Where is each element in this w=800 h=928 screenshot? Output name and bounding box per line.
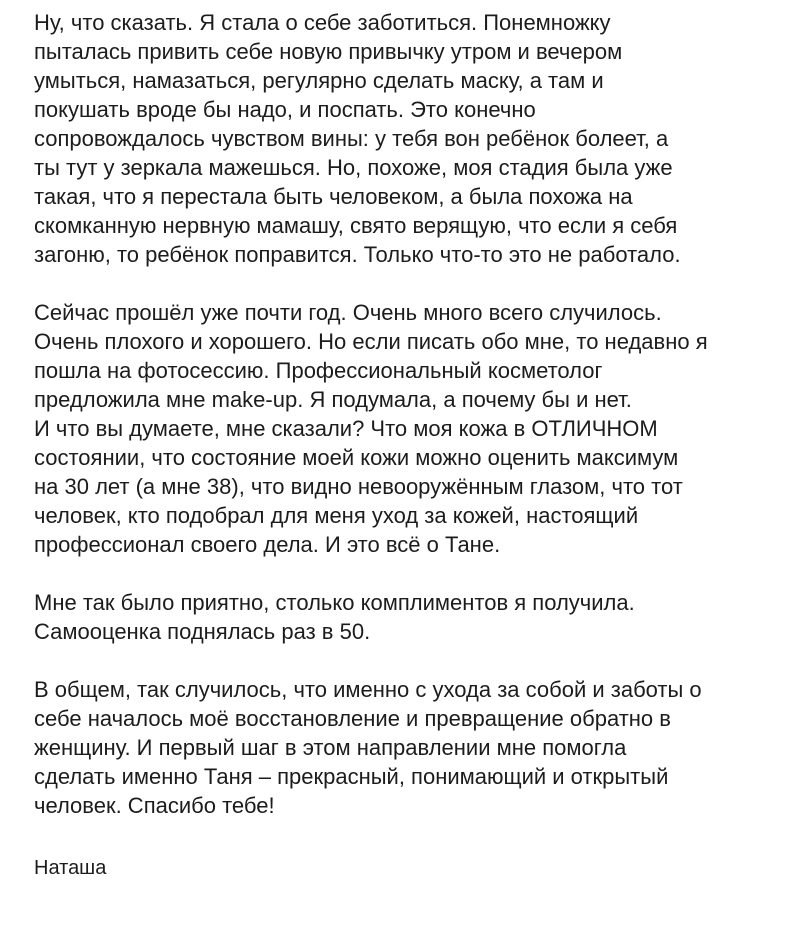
paragraph-2 (34, 298, 778, 559)
text-line: умыться, намазаться, регулярно сделать маску, а там и (34, 68, 604, 93)
text-line: пыталась привить себе новую привычку утром и вечером (34, 39, 623, 64)
text-line: пошла на фотосессию. Профессиональный косметолог (34, 358, 603, 383)
paragraph-4 (34, 675, 778, 820)
text-line: себе началось моё восстановление и превращение обратно в (34, 706, 671, 731)
text-line: И что вы думаете, мне сказали? Что моя кожа в ОТЛИЧНОМ (34, 416, 658, 441)
paragraph-3 (34, 588, 778, 646)
text-line: сделать именно Таня – прекрасный, понимающий и открытый (34, 764, 669, 789)
text-line: женщину. И первый шаг в этом направлении мне помогла (34, 735, 627, 760)
text-line: ты тут у зеркала мажешься. Но, похоже, моя стадия была уже (34, 155, 673, 180)
letter-body (34, 8, 778, 849)
text-line: такая, что я перестала быть человеком, а была похожа на (34, 184, 633, 209)
signature: Наташа (34, 857, 107, 879)
text-line: состоянии, что состояние моей кожи можно оценить максимум (34, 445, 679, 470)
text-line: Самооценка поднялась раз в 50. (34, 619, 371, 644)
text-line: профессионал своего дела. И это всё о Тане. (34, 532, 501, 557)
text-line: Мне так было приятно, столько комплиментов я получила. (34, 590, 635, 615)
text-line: покушать вроде бы надо, и поспать. Это конечно (34, 97, 536, 122)
text-line: человек, кто подобрал для меня уход за кожей, настоящий (34, 503, 639, 528)
text-line: предложила мне make-up. Я подумала, а почему бы и нет. (34, 387, 632, 412)
text-line: человек. Спасибо тебе! (34, 793, 275, 818)
text-line: Ну, что сказать. Я стала о себе заботиться. Понемножку (34, 10, 611, 35)
text-line: скомканную нервную мамашу, свято верящую, что если я себя (34, 213, 678, 238)
text-line: загоню, то ребёнок поправится. Только что-то это не работало. (34, 242, 681, 267)
text-line: В общем, так случилось, что именно с ухода за собой и заботы о (34, 677, 702, 702)
paragraph-1 (34, 8, 778, 269)
text-line: Сейчас прошёл уже почти год. Очень много всего случилось. (34, 300, 662, 325)
text-line: на 30 лет (а мне 38), что видно невооружённым глазом, что тот (34, 474, 683, 499)
text-line: сопровождалось чувством вины: у тебя вон ребёнок болеет, а (34, 126, 669, 151)
text-line: Очень плохого и хорошего. Но если писать обо мне, то недавно я (34, 329, 708, 354)
